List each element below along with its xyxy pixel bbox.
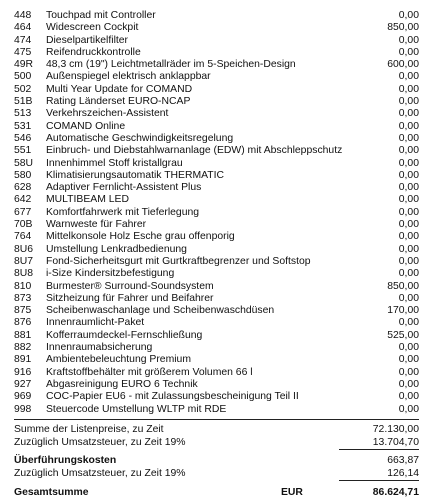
transfer-row: [14, 454, 419, 467]
option-row: [14, 207, 419, 219]
option-price: 0,00: [398, 157, 419, 169]
option-description: Mittelkonsole Holz Esche grau offenporig: [46, 231, 235, 243]
option-code: 474: [14, 34, 32, 46]
option-code: 500: [14, 71, 32, 83]
option-code: 881: [14, 329, 32, 341]
option-description: Umstellung Lenkradbedienung: [46, 243, 187, 255]
option-description: i-Size Kindersitzbefestigung: [46, 268, 175, 280]
option-row: [14, 182, 419, 194]
totals-block: [14, 423, 419, 500]
vat-row: [14, 436, 419, 449]
option-price: 0,00: [398, 206, 419, 218]
option-row: [14, 10, 419, 22]
option-description: Klimatisierungsautomatik THERMATIC: [46, 169, 225, 181]
option-code: 882: [14, 342, 32, 354]
option-price: 0,00: [398, 34, 419, 46]
option-description: Warnweste für Fahrer: [46, 219, 147, 231]
vat-value: 13.704,70: [339, 436, 419, 450]
transfer-vat-row: [14, 467, 419, 480]
option-row: [14, 317, 419, 329]
option-code: 448: [14, 10, 32, 21]
option-row: [14, 231, 419, 243]
option-description: Burmester® Surround-Soundsystem: [46, 280, 214, 292]
option-description: 48,3 cm (19") Leichtmetallräder im 5-Speichen-Design: [46, 59, 296, 71]
option-description: Scheibenwaschanlage und Scheibenwaschdüsen: [46, 305, 275, 317]
option-price: 850,00: [387, 280, 419, 292]
option-description: Ambientebeleuchtung Premium: [46, 354, 191, 366]
option-price: 0,00: [398, 403, 419, 415]
option-price: 0,00: [398, 182, 419, 194]
option-description: Verkehrszeichen-Assistent: [46, 108, 169, 120]
option-code: 580: [14, 169, 32, 181]
divider-line: [14, 419, 419, 420]
option-row: [14, 71, 419, 83]
option-row: [14, 170, 419, 182]
option-description: COC-Papier EU6 - mit Zulassungsbescheinigung Teil II: [46, 391, 299, 403]
option-code: 927: [14, 378, 32, 390]
option-row: [14, 268, 419, 280]
option-row: [14, 47, 419, 59]
option-row: [14, 367, 419, 379]
option-price: 0,00: [398, 96, 419, 108]
transfer-value: 663,87: [387, 454, 419, 466]
option-row: [14, 342, 419, 354]
option-row: [14, 158, 419, 170]
option-row: [14, 22, 419, 34]
option-price: 0,00: [398, 71, 419, 83]
option-row: [14, 96, 419, 108]
option-code: 810: [14, 280, 32, 292]
option-description: Kofferraumdeckel-Fernschließung: [46, 329, 203, 341]
option-price: 0,00: [398, 120, 419, 132]
option-description: Fond-Sicherheitsgurt mit Gurtkraftbegrenzer und Softstop: [46, 255, 311, 267]
option-description: Abgasreinigung EURO 6 Technik: [46, 378, 198, 390]
option-price: 0,00: [398, 317, 419, 329]
transfer-label: Überführungskosten: [14, 454, 117, 466]
option-description: Automatische Geschwindigkeitsregelung: [46, 132, 234, 144]
option-description: Widescreen Cockpit: [46, 22, 139, 34]
option-row: [14, 133, 419, 145]
grand-total-currency: EUR: [281, 486, 303, 498]
list-sum-value: 72.130,00: [372, 423, 419, 435]
option-row: [14, 219, 419, 231]
option-row: [14, 404, 419, 416]
option-code: 8U8: [14, 268, 34, 280]
option-price: 0,00: [398, 108, 419, 120]
option-row: [14, 379, 419, 391]
grand-total-value: 86.624,71: [341, 485, 419, 500]
option-code: 998: [14, 403, 32, 415]
option-description: Adaptiver Fernlicht-Assistent Plus: [46, 182, 202, 194]
transfer-vat-label: Zuzüglich Umsatzsteuer, zu Zeit 19%: [14, 467, 186, 479]
option-description: Touchpad mit Controller: [46, 10, 156, 21]
option-code: 677: [14, 206, 32, 218]
option-code: 551: [14, 145, 32, 157]
option-description: Steuercode Umstellung WLTP mit RDE: [46, 403, 227, 415]
option-description: COMAND Online: [46, 120, 126, 132]
option-price: 850,00: [387, 22, 419, 34]
option-code: 51B: [14, 96, 33, 108]
option-price: 0,00: [398, 391, 419, 403]
option-price: 600,00: [387, 59, 419, 71]
option-row: [14, 121, 419, 133]
options-list: [14, 10, 419, 416]
option-price: 0,00: [398, 366, 419, 378]
option-row: [14, 194, 419, 206]
option-code: 8U6: [14, 243, 34, 255]
option-description: Innenraumabsicherung: [46, 342, 153, 354]
option-price: 0,00: [398, 342, 419, 354]
transfer-vat-value: 126,14: [339, 467, 419, 481]
option-row: [14, 59, 419, 71]
list-sum-row: [14, 423, 419, 436]
option-code: 873: [14, 292, 32, 304]
option-row: [14, 281, 419, 293]
option-price: 0,00: [398, 169, 419, 181]
option-code: 8U7: [14, 255, 34, 267]
option-row: [14, 35, 419, 47]
option-row: [14, 354, 419, 366]
option-code: 969: [14, 391, 32, 403]
option-code: 916: [14, 366, 32, 378]
option-code: 464: [14, 22, 32, 34]
option-price: 0,00: [398, 10, 419, 21]
option-price: 0,00: [398, 132, 419, 144]
option-price: 0,00: [398, 243, 419, 255]
option-description: MULTIBEAM LED: [46, 194, 129, 206]
option-description: Multi Year Update for COMAND: [46, 83, 193, 95]
option-description: Reifendruckkontrolle: [46, 46, 141, 58]
option-price: 0,00: [398, 292, 419, 304]
option-price: 0,00: [398, 83, 419, 95]
option-code: 876: [14, 317, 32, 329]
option-description: Sitzheizung für Fahrer und Beifahrer: [46, 292, 214, 304]
option-description: Innenraumlicht-Paket: [46, 317, 145, 329]
option-code: 58U: [14, 157, 34, 169]
option-price: 525,00: [387, 329, 419, 341]
option-code: 875: [14, 305, 32, 317]
option-row: [14, 391, 419, 403]
option-description: Komfortfahrwerk mit Tieferlegung: [46, 206, 200, 218]
option-description: Kraftstoffbehälter mit größerem Volumen 66 l: [46, 366, 253, 378]
option-code: 891: [14, 354, 32, 366]
option-price: 170,00: [387, 305, 419, 317]
option-row: [14, 108, 419, 120]
option-code: 642: [14, 194, 32, 206]
grand-total-row: [14, 485, 419, 500]
option-description: Dieselpartikelfilter: [46, 34, 128, 46]
option-code: 513: [14, 108, 32, 120]
option-description: Innenhimmel Stoff kristallgrau: [46, 157, 183, 169]
option-code: 49R: [14, 59, 34, 71]
option-row: [14, 330, 419, 342]
option-description: Einbruch- und Diebstahlwarnanlage (EDW) mit Abschleppschutz: [46, 145, 343, 157]
option-code: 546: [14, 132, 32, 144]
option-code: 475: [14, 46, 32, 58]
option-price: 0,00: [398, 231, 419, 243]
option-row: [14, 145, 419, 157]
option-code: 531: [14, 120, 32, 132]
option-price: 0,00: [398, 194, 419, 206]
option-row: [14, 244, 419, 256]
option-row: [14, 305, 419, 317]
option-price: 0,00: [398, 255, 419, 267]
option-price: 0,00: [398, 46, 419, 58]
option-row: [14, 256, 419, 268]
option-description: Außenspiegel elektrisch anklappbar: [46, 71, 211, 83]
option-code: 628: [14, 182, 32, 194]
option-price: 0,00: [398, 145, 419, 157]
option-row: [14, 84, 419, 96]
option-code: 502: [14, 83, 32, 95]
option-code: 70B: [14, 219, 33, 231]
option-price: 0,00: [398, 378, 419, 390]
vat-label: Zuzüglich Umsatzsteuer, zu Zeit 19%: [14, 436, 186, 448]
grand-total-label: Gesamtsumme: [14, 486, 89, 498]
option-price: 0,00: [398, 354, 419, 366]
option-description: Rating Länderset EURO-NCAP: [46, 96, 191, 108]
list-sum-label: Summe der Listenpreise, zu Zeit: [14, 423, 164, 435]
option-price: 0,00: [398, 268, 419, 280]
option-price: 0,00: [398, 219, 419, 231]
option-code: 764: [14, 231, 32, 243]
option-row: [14, 293, 419, 305]
